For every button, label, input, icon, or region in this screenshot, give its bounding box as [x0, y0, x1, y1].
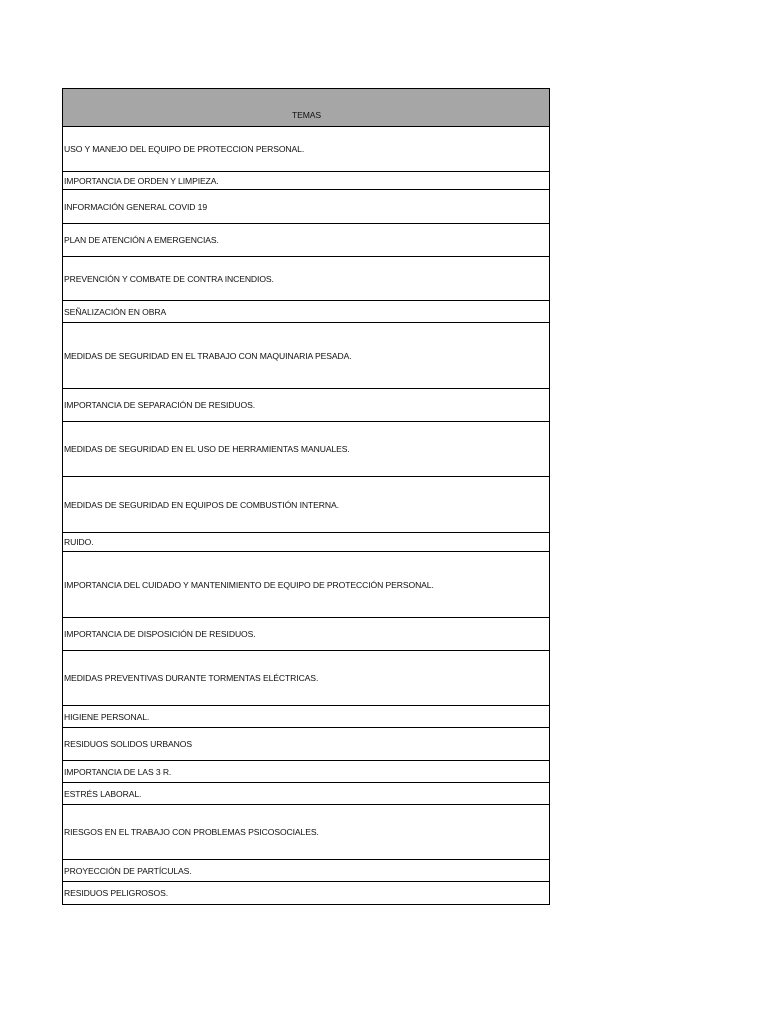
table-row [63, 533, 550, 552]
topics-table [62, 88, 550, 905]
topics-sheet [62, 88, 550, 905]
table-row [63, 783, 550, 805]
topic-cell: RUIDO. [63, 533, 550, 552]
table-row [63, 618, 550, 651]
table-row [63, 224, 550, 257]
table-row [63, 761, 550, 783]
topic-cell: IMPORTANCIA DE LAS 3 R. [63, 761, 550, 783]
topic-cell: PREVENCIÓN Y COMBATE DE CONTRA INCENDIOS. [63, 257, 550, 301]
topic-cell: PLAN DE ATENCIÓN A EMERGENCIAS. [63, 224, 550, 257]
table-row [63, 651, 550, 706]
column-header-temas: TEMAS [63, 89, 550, 127]
table-row [63, 477, 550, 533]
topic-cell: PROYECCIÓN DE PARTÍCULAS. [63, 860, 550, 882]
table-row [63, 552, 550, 618]
table-row [63, 422, 550, 477]
table-row [63, 860, 550, 882]
table-row [63, 301, 550, 323]
topic-cell: USO Y MANEJO DEL EQUIPO DE PROTECCION PERSONAL. [63, 127, 550, 172]
topic-cell: MEDIDAS DE SEGURIDAD EN EL USO DE HERRAMIENTAS MANUALES. [63, 422, 550, 477]
topic-cell: IMPORTANCIA DE ORDEN Y LIMPIEZA. [63, 172, 550, 190]
table-row [63, 389, 550, 422]
table-header-row [63, 89, 550, 127]
table-row [63, 257, 550, 301]
table-row [63, 882, 550, 905]
topic-cell: MEDIDAS PREVENTIVAS DURANTE TORMENTAS ELÉCTRICAS. [63, 651, 550, 706]
table-row [63, 706, 550, 728]
table-row [63, 190, 550, 224]
table-row [63, 172, 550, 190]
topic-cell: INFORMACIÓN GENERAL COVID 19 [63, 190, 550, 224]
table-row [63, 323, 550, 389]
topic-cell: SEÑALIZACIÓN EN OBRA [63, 301, 550, 323]
table-row [63, 728, 550, 761]
table-row [63, 805, 550, 860]
topic-cell: IMPORTANCIA DE DISPOSICIÓN DE RESIDUOS. [63, 618, 550, 651]
topic-cell: HIGIENE PERSONAL. [63, 706, 550, 728]
topic-cell: RESIDUOS PELIGROSOS. [63, 882, 550, 905]
topic-cell: ESTRÉS LABORAL. [63, 783, 550, 805]
topic-cell: IMPORTANCIA DE SEPARACIÓN DE RESIDUOS. [63, 389, 550, 422]
topic-cell: MEDIDAS DE SEGURIDAD EN EQUIPOS DE COMBUSTIÓN INTERNA. [63, 477, 550, 533]
topic-cell: MEDIDAS DE SEGURIDAD EN EL TRABAJO CON MAQUINARIA PESADA. [63, 323, 550, 389]
table-row [63, 127, 550, 172]
topic-cell: IMPORTANCIA DEL CUIDADO Y MANTENIMIENTO DE EQUIPO DE PROTECCIÓN PERSONAL. [63, 552, 550, 618]
topic-cell: RESIDUOS SOLIDOS URBANOS [63, 728, 550, 761]
topic-cell: RIESGOS EN EL TRABAJO CON PROBLEMAS PSICOSOCIALES. [63, 805, 550, 860]
